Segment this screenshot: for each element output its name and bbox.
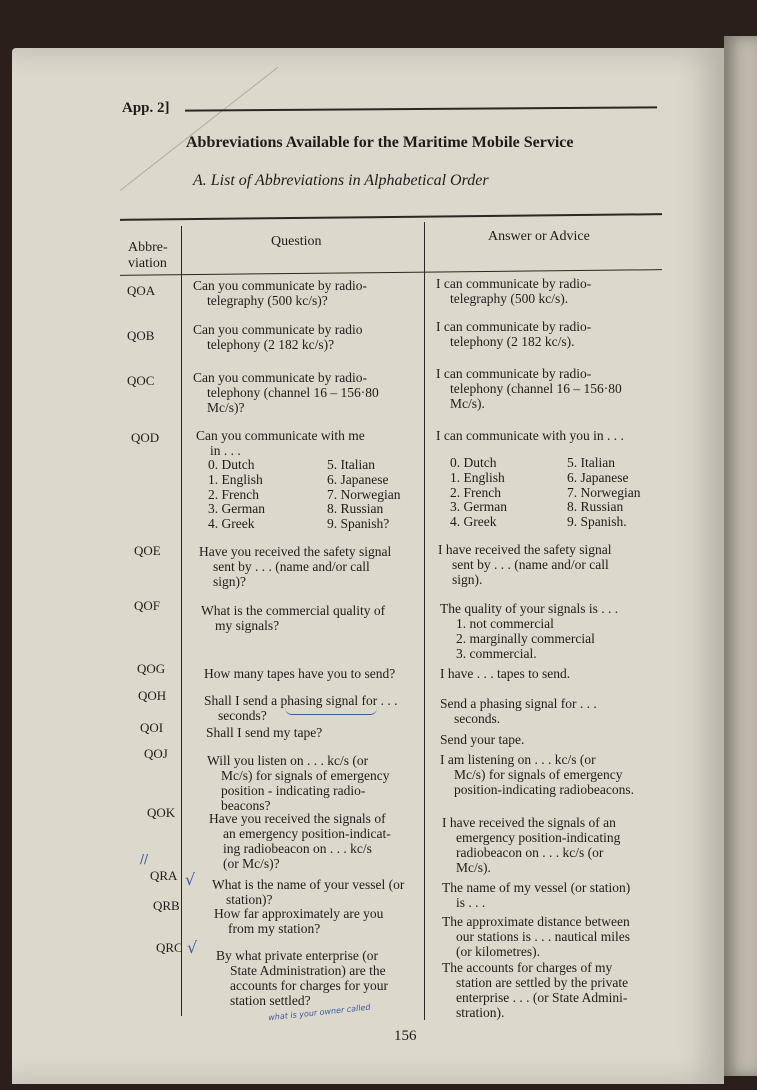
text-line: station are settled by the private [456, 975, 629, 990]
text-line: I can communicate by radio- [436, 276, 592, 291]
question-text [193, 278, 418, 308]
text-line: emergency position-indicating [456, 830, 621, 845]
text-line: enterprise . . . (or State Admini- [456, 990, 628, 1005]
handwritten-check-qra: √ [185, 870, 196, 889]
text-line: State Administration) are the [230, 963, 386, 978]
col-header-abbr [128, 240, 168, 272]
text-line: accounts for charges for your [230, 978, 388, 993]
text-line: Have you received the safety signal [199, 544, 392, 559]
question-text [204, 666, 429, 681]
section-header: App. 2] [122, 100, 170, 116]
text-line: seconds? [218, 708, 267, 723]
abbreviation-code: QOK [147, 805, 176, 820]
text-line: beacons? [221, 798, 271, 813]
text-line: my signals? [215, 618, 280, 633]
text-line: By what private enterprise (or [216, 948, 378, 963]
text-line: Can you communicate by radio- [193, 278, 367, 293]
text-line: What is the name of your vessel (or [212, 877, 405, 892]
text-line: Mc/s) for signals of emergency [454, 767, 623, 782]
language-item: 8. Russian [327, 501, 384, 517]
handwritten-check-qrc: √ [187, 938, 198, 957]
language-item: 3. German [208, 501, 265, 517]
abbreviation-code: QOJ [144, 746, 168, 761]
answer-text [440, 732, 666, 747]
language-item: 4. Greek [450, 514, 497, 530]
handwritten-note: what is your owner called [267, 1002, 371, 1023]
text-line: telephony (channel 16 – 156·80 [450, 381, 622, 396]
answer-text [436, 428, 662, 443]
language-item: 2. French [208, 486, 259, 502]
next-page-edge [724, 36, 757, 1076]
text-line: telegraphy (500 kc/s). [450, 291, 569, 306]
answer-text [442, 880, 668, 910]
text-line: sent by . . . (name and/or call [452, 557, 609, 572]
question-text [206, 725, 431, 740]
abbreviation-code: QRC [156, 940, 183, 955]
answer-text [436, 319, 662, 349]
text-line: The approximate distance between [442, 914, 630, 929]
text-line: Send a phasing signal for . . . [440, 696, 597, 711]
answer-text [440, 666, 666, 681]
abbreviation-code: QOA [127, 283, 156, 298]
text-line: Mc/s). [450, 396, 485, 411]
language-list [450, 456, 507, 530]
question-text [216, 948, 441, 1008]
text-line: I can communicate by radio- [436, 319, 592, 334]
text-line: I have received the signals of an [442, 815, 616, 830]
question-text [196, 428, 421, 458]
page-subtitle: A. List of Abbreviations in Alphabetical Order [193, 172, 489, 189]
text-line: from my station? [228, 921, 321, 936]
handwritten-tick: // [140, 852, 149, 866]
text-line: Can you communicate with me [196, 428, 365, 443]
question-text [201, 603, 426, 633]
language-item: 8. Russian [567, 499, 624, 515]
abbreviation-code: QOE [134, 543, 161, 558]
text-line: The accounts for charges of my [442, 960, 613, 975]
answer-text [440, 752, 666, 797]
answer-text [436, 366, 662, 411]
abbreviation-code: QOC [127, 373, 155, 388]
text-line: How far approximately are you [214, 906, 384, 921]
page-number: 156 [394, 1028, 417, 1044]
language-item: 2. French [450, 484, 501, 500]
text-line: our stations is . . . nautical miles [456, 929, 630, 944]
col-header-abbr-line2: viation [128, 256, 167, 271]
text-line: (or Mc/s)? [223, 856, 280, 871]
language-item: 1. English [208, 471, 263, 487]
answer-text [436, 276, 662, 306]
answer-text [440, 696, 666, 726]
text-line: Mc/s)? [207, 400, 245, 415]
text-line: Will you listen on . . . kc/s (or [207, 753, 369, 768]
text-line: telegraphy (500 kc/s)? [207, 293, 328, 308]
language-item: 7. Norwegian [567, 484, 641, 500]
text-line: Send your tape. [440, 732, 525, 747]
language-item: 3. German [450, 499, 507, 515]
text-line: sign). [452, 572, 483, 587]
language-item: 6. Japanese [567, 469, 629, 485]
text-line: (or kilometres). [456, 944, 540, 959]
text-line: Can you communicate by radio- [193, 370, 367, 385]
language-item: 7. Norwegian [327, 486, 401, 502]
question-text [193, 370, 418, 415]
text-line: 1. not commercial [456, 616, 554, 631]
col-header-abbr-line1: Abbre- [128, 240, 168, 255]
question-text [207, 753, 432, 813]
text-line: The quality of your signals is . . . [440, 601, 619, 616]
language-item: 6. Japanese [327, 471, 389, 487]
text-line: What is the commercial quality of [201, 603, 386, 618]
question-text [212, 877, 437, 907]
language-item: 0. Dutch [208, 457, 255, 472]
language-list [208, 458, 265, 532]
text-line: I have received the safety signal [438, 542, 612, 557]
col-header-question: Question [271, 234, 322, 249]
text-line: position-indicating radiobeacons. [454, 782, 634, 797]
language-item: 5. Italian [327, 457, 375, 472]
abbreviation-code: QOG [137, 661, 166, 676]
text-line: I have . . . tapes to send. [440, 666, 571, 681]
text-line: 2. marginally commercial [456, 631, 595, 646]
question-text [214, 906, 439, 936]
col-header-answer: Answer or Advice [488, 229, 590, 244]
abbreviation-code: QOD [131, 430, 160, 445]
text-line: station settled? [230, 993, 311, 1008]
text-line: I can communicate with you in . . . [436, 428, 624, 443]
answer-text [440, 601, 666, 661]
text-line: telephony (2 182 kc/s). [450, 334, 575, 349]
language-list [327, 458, 400, 532]
text-line: stration). [456, 1005, 505, 1020]
answer-text [438, 542, 664, 587]
text-line: Mc/s). [456, 860, 491, 875]
text-line: telephony (channel 16 – 156·80 [207, 385, 379, 400]
text-line: How many tapes have you to send? [204, 666, 396, 681]
text-line: Mc/s) for signals of emergency [221, 768, 390, 783]
text-line: I can communicate by radio- [436, 366, 592, 381]
text-line: sign)? [213, 574, 246, 589]
abbreviation-code: QRA [150, 868, 178, 883]
abbreviation-code: QOB [127, 328, 155, 343]
handwritten-underline [285, 708, 377, 715]
text-line: Have you received the signals of [209, 811, 386, 826]
text-line: in . . . [210, 443, 241, 458]
abbreviation-code: QOI [140, 720, 164, 735]
abbreviation-code: QRB [153, 898, 180, 913]
answer-text [442, 914, 668, 959]
language-item: 4. Greek [208, 516, 255, 532]
question-text [209, 811, 434, 871]
question-text [193, 322, 418, 352]
text-line: is . . . [456, 895, 486, 910]
text-line: Can you communicate by radio [193, 322, 363, 337]
language-item: 1. English [450, 469, 505, 485]
text-line: Shall I send my tape? [206, 725, 323, 740]
abbreviation-code: QOF [134, 598, 161, 613]
text-line: radiobeacon on . . . kc/s (or [456, 845, 604, 860]
text-line: station)? [226, 892, 273, 907]
page-title: Abbreviations Available for the Maritime Mobile Service [186, 134, 574, 151]
text-line: sent by . . . (name and/or call [213, 559, 370, 574]
text-line: seconds. [454, 711, 501, 726]
language-item: 9. Spanish. [567, 514, 627, 530]
text-line: telephony (2 182 kc/s)? [207, 337, 335, 352]
language-item: 5. Italian [567, 455, 615, 470]
abbreviation-code: QOH [138, 688, 167, 703]
language-item: 9. Spanish? [327, 516, 390, 532]
text-line: an emergency position-indicat- [223, 826, 391, 841]
text-line: ing radiobeacon on . . . kc/s [223, 841, 372, 856]
language-list [567, 456, 640, 530]
text-line: I am listening on . . . kc/s (or [440, 752, 596, 767]
text-line: 3. commercial. [456, 646, 537, 661]
question-text [199, 544, 424, 589]
answer-text [442, 960, 668, 1020]
answer-text [442, 815, 668, 875]
text-line: The name of my vessel (or station) [442, 880, 631, 895]
text-line: position - indicating radio- [221, 783, 366, 798]
text-line: Shall I send a phasing signal for . . . [204, 693, 398, 708]
language-item: 0. Dutch [450, 455, 497, 470]
